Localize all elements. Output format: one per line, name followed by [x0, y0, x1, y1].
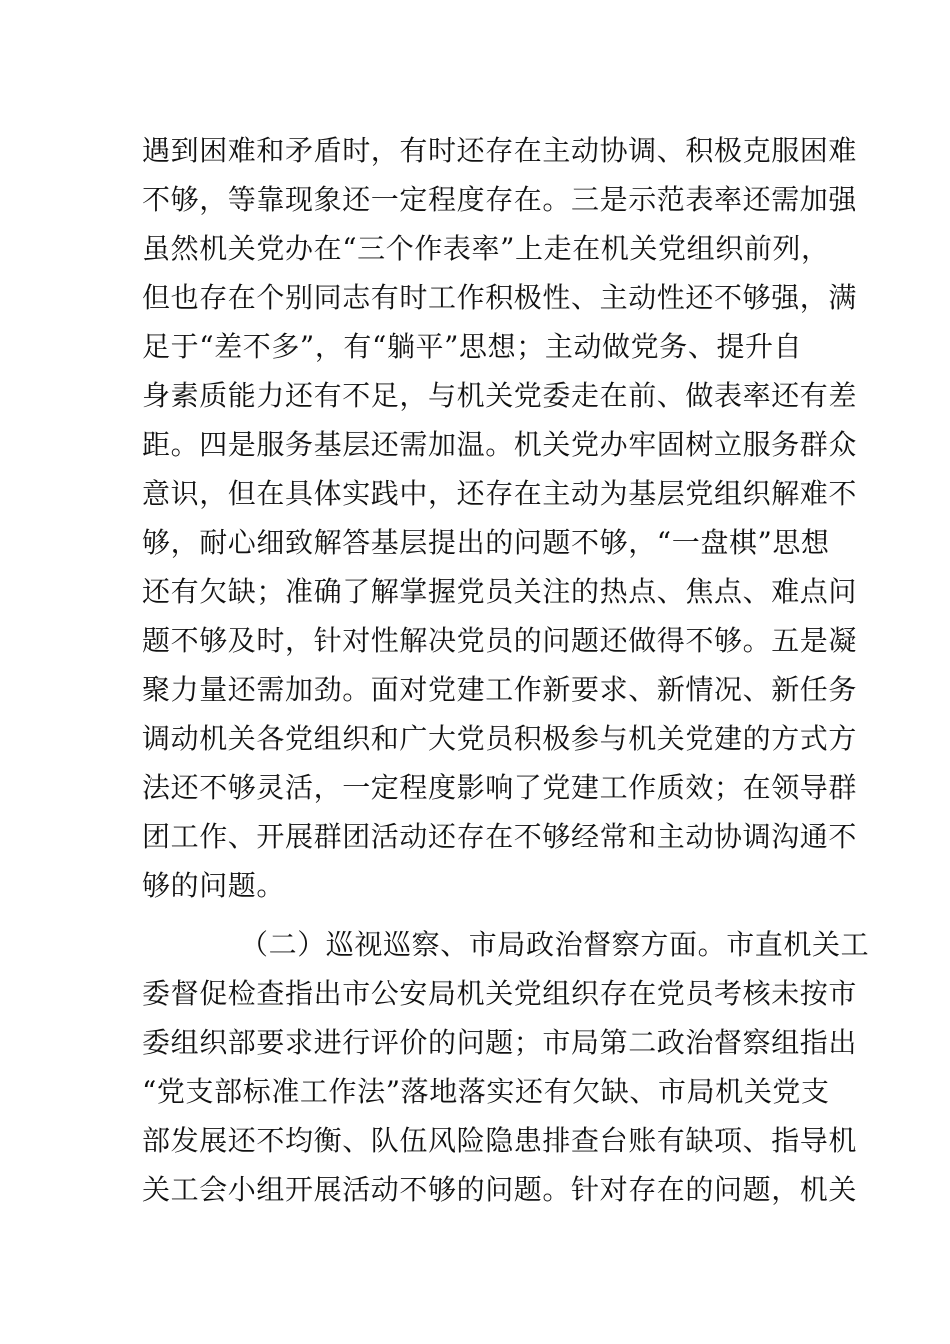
paragraph-line: 足于“差不多”，有“躺平”思想；主动做党务、提升自 — [142, 330, 803, 363]
paragraph-line: 法还不够灵活，一定程度影响了党建工作质效；在领导群 — [142, 771, 858, 804]
paragraph-line: 委督促检查指出市公安局机关党组织存在党员考核未按市 — [142, 977, 858, 1010]
paragraph-line: 虽然机关党办在“三个作表率”上走在机关党组织前列， — [142, 232, 830, 265]
paragraph-line: 关工会小组开展活动不够的问题。针对存在的问题，机关 — [142, 1173, 858, 1206]
paragraph-line: （二）巡视巡察、市局政治督察方面。市直机关工 — [240, 928, 870, 961]
paragraph-line: “党支部标准工作法”落地落实还有欠缺、市局机关党支 — [142, 1075, 830, 1108]
paragraph-line: 还有欠缺；准确了解掌握党员关注的热点、焦点、难点问 — [142, 575, 858, 608]
paragraph-line: 距。四是服务基层还需加温。机关党办牢固树立服务群众 — [142, 428, 858, 461]
paragraph-line: 够的问题。 — [142, 869, 286, 902]
paragraph-line: 身素质能力还有不足，与机关党委走在前、做表率还有差 — [142, 379, 858, 412]
paragraph-line: 够，耐心细致解答基层提出的问题不够，“一盘棋”思想 — [142, 526, 830, 559]
paragraph-line: 遇到困难和矛盾时，有时还存在主动协调、积极克服困难 — [142, 134, 858, 167]
paragraph-line: 团工作、开展群团活动还存在不够经常和主动协调沟通不 — [142, 820, 858, 853]
paragraph-line: 意识，但在具体实践中，还存在主动为基层党组织解难不 — [142, 477, 858, 510]
paragraph-line: 部发展还不均衡、队伍风险隐患排查台账有缺项、指导机 — [142, 1124, 858, 1157]
paragraph-line: 不够，等靠现象还一定程度存在。三是示范表率还需加强 — [142, 183, 858, 216]
paragraph-line: 题不够及时，针对性解决党员的问题还做得不够。五是凝 — [142, 624, 858, 657]
paragraph-line: 委组织部要求进行评价的问题；市局第二政治督察组指出 — [142, 1026, 858, 1059]
paragraph-line: 调动机关各党组织和广大党员积极参与机关党建的方式方 — [142, 722, 858, 755]
paragraph-line: 但也存在个别同志有时工作积极性、主动性还不够强，满 — [142, 281, 858, 314]
paragraph-line: 聚力量还需加劲。面对党建工作新要求、新情况、新任务 — [142, 673, 858, 706]
